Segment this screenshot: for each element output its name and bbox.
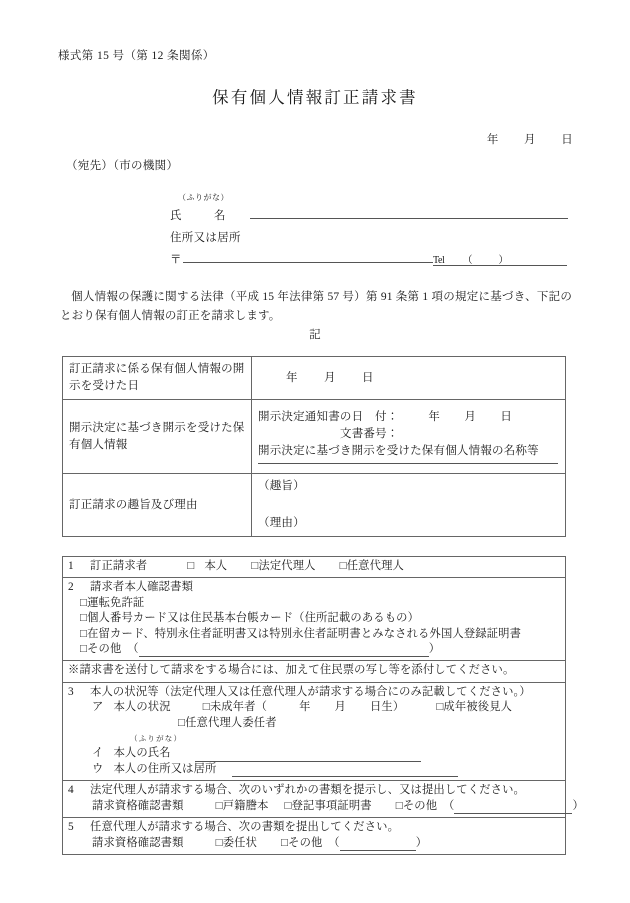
item2-option-residence-card: 在留カード、特別永住者証明書又は特別永住者証明書とみなされる外国人登録証明書 [87, 627, 522, 640]
item4-option-other: その他 （ [402, 799, 455, 812]
item3-minor-day: 日生） [369, 701, 405, 714]
row-label-disclosed-info: 開示決定に基づき開示を受けた保有個人情報 [63, 400, 252, 474]
item3-marker-a: ア [92, 701, 104, 714]
item2-checkbox-drivers-license[interactable]: □ [80, 596, 88, 609]
form-number: 様式第 15 号（第 12 条関係） [58, 50, 215, 62]
address-input[interactable] [183, 248, 433, 263]
info-name-label: 開示決定に基づき開示を受けた保有個人情報の名称等 [258, 445, 539, 457]
checklist-cell-3 [63, 682, 566, 780]
row-label-purpose-reason: 訂正請求の趣旨及び理由 [63, 474, 252, 537]
item2-option-row-mynumber-card [68, 611, 560, 626]
ki-marker: 記 [309, 329, 321, 341]
disclosure-day-label: 日 [362, 371, 374, 384]
table-row-disclosure-date [63, 357, 566, 400]
name-label-shi: 氏 [170, 210, 182, 222]
item3-label-a: 本人の状況 [113, 701, 171, 714]
item2-checkbox-other[interactable]: □ [80, 643, 88, 656]
item4-heading [68, 783, 560, 798]
applicant-name-row [170, 205, 568, 223]
furigana-label: （ふりがな） [178, 193, 229, 202]
submission-date-line [487, 131, 573, 147]
item5-options-row [68, 836, 560, 851]
item3-option-minor: 未成年者（ [209, 701, 268, 714]
disclosure-year-label: 年 [286, 371, 298, 384]
document-number-line [258, 426, 559, 443]
item2-option-row-residence-card [68, 627, 560, 642]
item5-checkbox-other[interactable]: □ [281, 836, 289, 849]
item1-checkbox-voluntary-agent[interactable]: □ [339, 560, 347, 572]
document-number-label: 文書番号： [340, 428, 399, 440]
item3-address-input[interactable] [232, 763, 458, 777]
checklist-row-3 [63, 682, 566, 780]
notice-month-label: 月 [464, 411, 477, 423]
notice-year-label: 年 [428, 411, 441, 423]
item4-doc-label: 請求資格確認書類 [92, 799, 184, 812]
checklist-row-4 [63, 781, 566, 818]
item3-marker-c: ウ [92, 762, 104, 775]
item5-doc-label: 請求資格確認書類 [92, 836, 184, 849]
paren-close: ） [498, 255, 509, 266]
item3-minor-month: 月 [334, 701, 346, 714]
tel-label: Tel [433, 255, 445, 266]
name-label [170, 207, 250, 223]
main-information-table [62, 356, 566, 537]
checklist-row-2-note [63, 661, 566, 682]
checklist-cell-5 [63, 818, 566, 855]
item5-option-other: その他 （ [288, 836, 340, 849]
item4-option-registry-certificate: 登記事項証明書 [291, 799, 372, 812]
item4-checkbox-family-register[interactable]: □ [215, 799, 223, 812]
checklist-cell-2 [63, 578, 566, 661]
telephone-input[interactable] [433, 251, 567, 266]
postal-mark-icon: 〒 [170, 254, 182, 266]
item2-checkbox-residence-card[interactable]: □ [80, 627, 88, 640]
item3-marker-b: イ [92, 747, 104, 760]
info-name-line [258, 443, 559, 460]
item1-option-legal-agent: 法定代理人 [258, 560, 316, 572]
addressee-label: （宛先）（市の機関） [66, 160, 179, 172]
date-day-label: 日 [561, 134, 573, 146]
item3-checkbox-minor[interactable]: □ [202, 701, 210, 714]
item5-label: 任意代理人が請求する場合、次の書類を提出してください。 [90, 821, 400, 834]
row-value-disclosure-date[interactable] [252, 357, 566, 400]
name-label-mei: 名 [214, 210, 226, 222]
paren-open: （ [462, 255, 473, 266]
item3-heading [68, 685, 560, 700]
legal-statement-text: 個人情報の保護に関する法律（平成 15 年法律第 57 号）第 91 条第 1 項の規定に基づき、下記のとおり保有個人情報の訂正を請求します。 [60, 291, 572, 322]
disclosure-month-label: 月 [324, 371, 336, 384]
item1-checkbox-self[interactable]: □ [187, 560, 195, 572]
item3-row-voluntary-agent [68, 716, 560, 731]
item3-checkbox-adult-ward[interactable]: □ [436, 701, 444, 714]
item5-number: 5 [68, 821, 74, 834]
item1-label: 訂正請求者 [90, 560, 148, 572]
item4-options-row [68, 799, 584, 814]
postal-tel-row [170, 248, 567, 267]
item3-label: 本人の状況等（法定代理人又は任意代理人が請求する場合にのみ記載してください。） [90, 685, 531, 698]
item4-other-input[interactable] [454, 800, 572, 814]
item3-furigana-label: （ふりがな） [130, 734, 183, 744]
reason-label: （理由） [258, 517, 305, 529]
item2-other-close-paren: ） [428, 643, 441, 656]
checklist-row-5 [63, 818, 566, 855]
item2-number: 2 [68, 581, 74, 594]
item1-checkbox-legal-agent[interactable]: □ [251, 560, 259, 572]
date-year-label: 年 [486, 134, 499, 146]
notice-date-line [258, 409, 559, 426]
item2-label: 請求者本人確認書類 [90, 581, 194, 594]
item1-number: 1 [68, 560, 74, 572]
checklist-row-2 [63, 578, 566, 661]
legal-statement [60, 288, 572, 326]
item3-minor-year: 年 [299, 701, 311, 714]
item5-checkbox-power-of-attorney[interactable]: □ [215, 836, 223, 849]
row-value-purpose-reason[interactable] [252, 474, 566, 537]
applicant-name-input[interactable] [250, 205, 568, 219]
item3-row-status [68, 700, 560, 715]
page-title: 保有個人情報訂正請求書 [212, 88, 418, 107]
checklist-row-1 [63, 557, 566, 578]
item4-option-family-register: 戸籍謄本 [222, 799, 269, 812]
item5-heading [68, 820, 560, 835]
item2-note: ※請求書を送付して請求をする場合には、加えて住民票の写し等を添付してください。 [63, 661, 566, 682]
address-label: 住所又は居所 [170, 232, 241, 244]
item4-checkbox-other[interactable]: □ [395, 799, 403, 812]
checklist-cell-4 [63, 781, 584, 818]
notice-date-label: 開示決定通知書の日 付： [258, 411, 399, 423]
item3-option-voluntary-delegator: 任意代理人委任者 [185, 716, 277, 729]
purpose-label: （趣旨） [258, 480, 305, 492]
item3-label-b: 本人の氏名 [113, 747, 171, 760]
checklist-cell-1 [63, 557, 566, 578]
item3-row-address [68, 762, 560, 777]
item2-option-other: その他 （ [87, 643, 139, 656]
item1-option-voluntary-agent: 任意代理人 [346, 560, 404, 572]
item4-number: 4 [68, 784, 74, 797]
info-name-input[interactable] [258, 462, 558, 464]
item3-checkbox-voluntary-delegator[interactable]: □ [178, 716, 186, 729]
row-value-disclosed-info[interactable] [252, 400, 566, 474]
item5-option-power-of-attorney: 委任状 [222, 836, 258, 849]
row-label-disclosure-date: 訂正請求に係る保有個人情報の開示を受けた日 [63, 357, 252, 400]
item4-other-close-paren: ） [572, 799, 584, 812]
item2-option-row-drivers-license [68, 596, 560, 611]
item3-number: 3 [68, 685, 74, 698]
item2-option-mynumber-card: 個人番号カード又は住民基本台帳カード（住所記載のあるもの） [87, 612, 420, 625]
item1-option-self: 本人 [204, 560, 228, 572]
item3-name-input[interactable] [195, 748, 421, 762]
item2-option-drivers-license: 運転免許証 [87, 596, 145, 609]
item3-label-c: 本人の住所又は居所 [113, 762, 217, 775]
item4-label: 法定代理人が請求する場合、次のいずれかの書類を提示し、又は提出してください。 [90, 784, 525, 797]
checklist-table [62, 556, 584, 855]
item4-checkbox-registry-certificate[interactable]: □ [284, 799, 292, 812]
item2-heading [68, 580, 560, 595]
item3-option-adult-ward: 成年被後見人 [443, 701, 513, 714]
date-month-label: 月 [524, 134, 536, 146]
item3-row-name [68, 746, 560, 761]
table-row-purpose-reason [63, 474, 566, 537]
item5-other-input[interactable] [340, 837, 416, 851]
tel-area-paren [462, 251, 508, 266]
notice-day-label: 日 [500, 411, 513, 423]
item2-checkbox-mynumber-card[interactable]: □ [80, 612, 88, 625]
table-row-disclosed-info [63, 400, 566, 474]
item2-option-row-other [68, 642, 560, 657]
item5-other-close-paren: ） [415, 836, 428, 849]
item2-other-input[interactable] [139, 643, 429, 657]
